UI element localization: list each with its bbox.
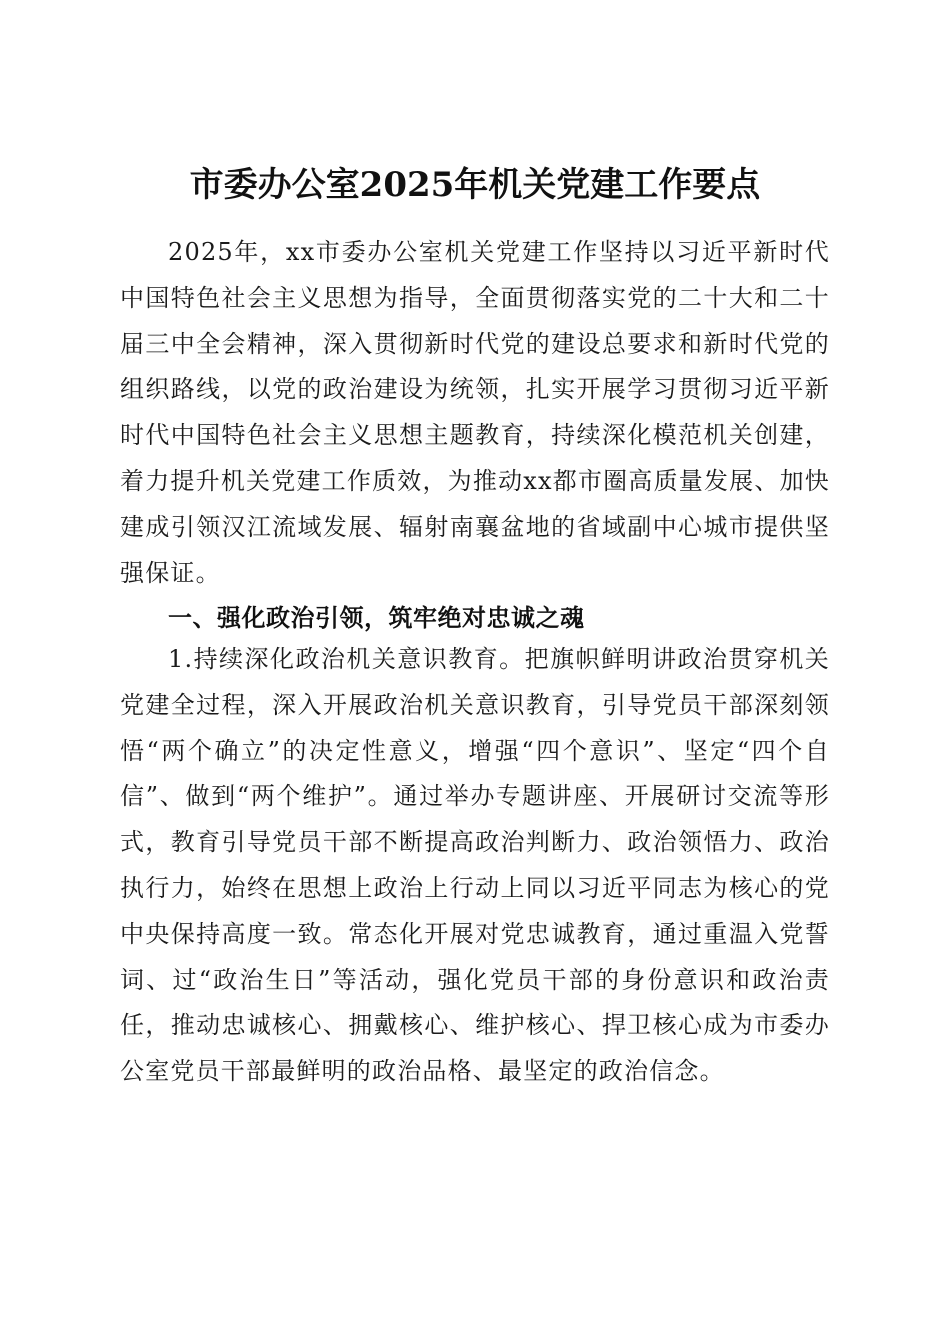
section-heading: 一、强化政治引领，筑牢绝对忠诚之魂 — [168, 604, 585, 632]
intro-paragraph: 2025年，xx市委办公室机关党建工作坚持以习近平新时代中国特色社会主义思想为指导，全面贯彻落实党的二十大和二十届三中全会精神，深入贯彻新时代党的建设总要求和新时代党的组织路线，以党的政治建设为统领，扎实开展学习贯彻习近平新时代中国特色社会主义思想主题教育，持续深化模范机关创建，着力提升机关党建工作质效，为推动xx都市圈高质量发展、加快建成引领汉江流域发展、辐射南襄盆地的省域副中心城市提供坚强保证。 — [120, 238, 830, 587]
item-paragraph: 1.持续深化政治机关意识教育。把旗帜鲜明讲政治贯穿机关党建全过程，深入开展政治机关意识教育，引导党员干部深刻领悟“两个确立”的决定性意义，增强“四个意识”、坚定“四个自信”、做到“两个维护”。通过举办专题讲座、开展研讨交流等形式，教育引导党员干部不断提高政治判断力、政治领悟力、政治执行力，始终在思想上政治上行动上同以习近平同志为核心的党中央保持高度一致。常态化开展对党忠诚教育，通过重温入党誓词、过“政治生日”等活动，强化党员干部的身份意识和政治责任，推动忠诚核心、拥戴核心、维护核心、捍卫核心成为市委办公室党员干部最鲜明的政治品格、最坚定的政治信念。 — [120, 645, 830, 1086]
document-title: 市委办公室2025年机关党建工作要点 — [189, 164, 761, 205]
